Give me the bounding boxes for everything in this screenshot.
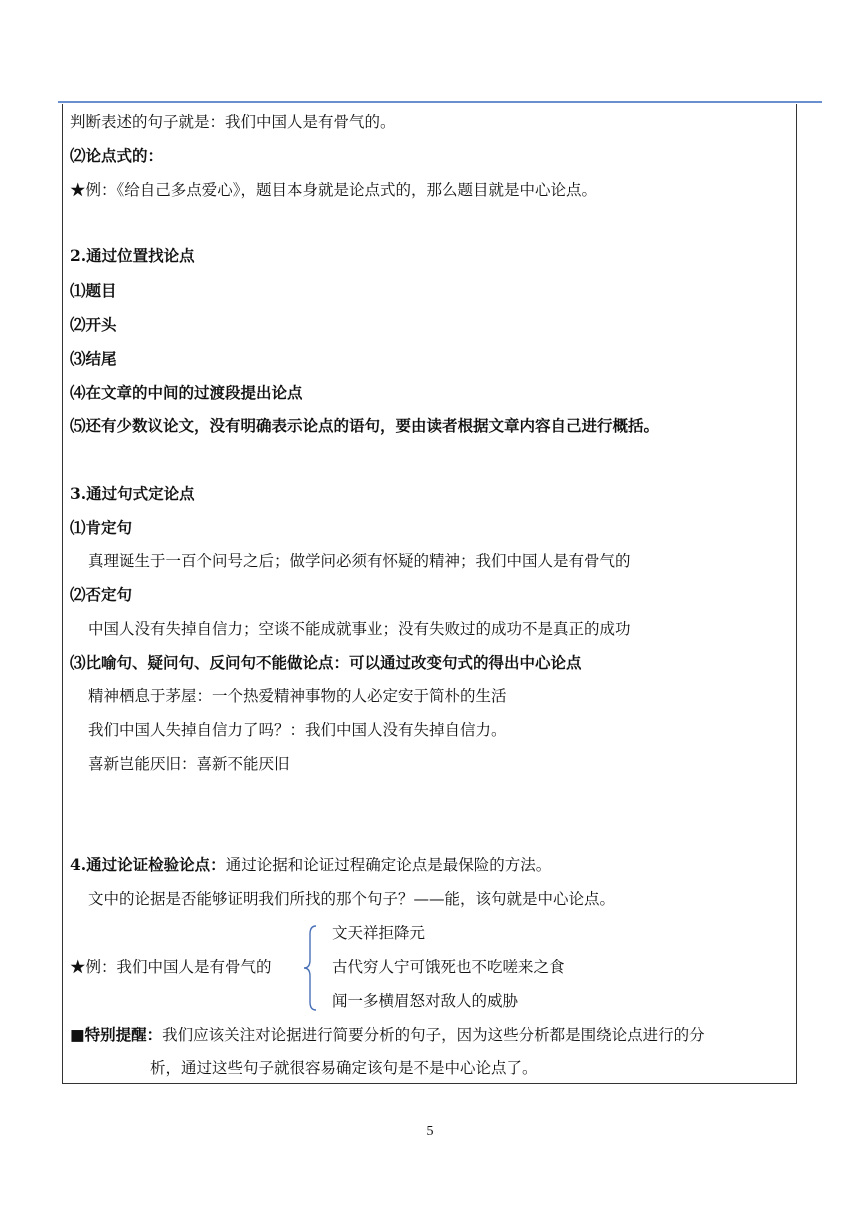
list-item: ⑴题目 — [70, 281, 117, 300]
tip-text: 我们应该关注对论据进行简要分析的句子，因为这些分析都是围绕论点进行的分 — [162, 1026, 705, 1044]
list-item: ⑸还有少数议论文，没有明确表示论点的语句，要由读者根据文章内容自己进行概括。 — [70, 416, 660, 435]
header-rule — [58, 101, 822, 103]
subheading: ⑴肯定句 — [70, 518, 133, 537]
subheading: ⑶比喻句、疑问句、反问句不能做论点：可以通过改变句式的得出中心论点 — [70, 653, 582, 672]
example-line: ★例：我们中国人是有骨气的 — [70, 958, 272, 976]
page-number: 5 — [426, 1124, 434, 1139]
tip-label: ■特别提醒： — [70, 1025, 163, 1044]
brace-branch: 古代穷人宁可饿死也不吃嗟来之食 — [332, 958, 565, 976]
list-item: ⑷在文章的中间的过渡段提出论点 — [70, 383, 303, 402]
example-line: 我们中国人失掉自信力了吗？：我们中国人没有失掉自信力。 — [88, 721, 507, 739]
subheading: ⑵否定句 — [70, 585, 133, 604]
section-4-label: 4.通过论证检验论点： — [70, 855, 226, 874]
section-3-title: 3.通过句式定论点 — [70, 484, 195, 503]
brace-branch: 文天祥拒降元 — [332, 924, 426, 942]
section-2-title: 2.通过位置找论点 — [70, 246, 195, 265]
special-tip — [70, 1025, 705, 1045]
subheading: ⑵论点式的： — [70, 146, 164, 165]
example-line: 喜新岂能厌旧：喜新不能厌旧 — [88, 755, 290, 773]
list-item: ⑵开头 — [70, 315, 117, 334]
example-line: ★例：《给自己多点爱心》，题目本身就是论点式的，那么题目就是中心论点。 — [70, 181, 598, 199]
text-line: 判断表述的句子就是：我们中国人是有骨气的。 — [70, 113, 396, 131]
list-item: ⑶结尾 — [70, 349, 117, 368]
example-line: 真理诞生于一百个问号之后；做学问必须有怀疑的精神；我们中国人是有骨气的 — [88, 552, 631, 570]
brace-branch: 闻一多横眉怒对敌人的威胁 — [332, 992, 519, 1010]
curly-brace-icon — [302, 924, 318, 1012]
example-line: 精神栖息于茅屋：一个热爱精神事物的人必定安于简朴的生活 — [88, 687, 507, 705]
example-line: 中国人没有失掉自信力；空谈不能成就事业；没有失败过的成功不是真正的成功 — [88, 620, 631, 638]
section-4-title — [70, 855, 551, 875]
text-line: 文中的论据是否能够证明我们所找的那个句子？——能，该句就是中心论点。 — [88, 890, 616, 908]
tip-continuation: 析，通过这些句子就很容易确定该句是不是中心论点了。 — [150, 1059, 538, 1077]
section-4-text: 通过论据和论证过程确定论点是最保险的方法。 — [225, 856, 552, 874]
